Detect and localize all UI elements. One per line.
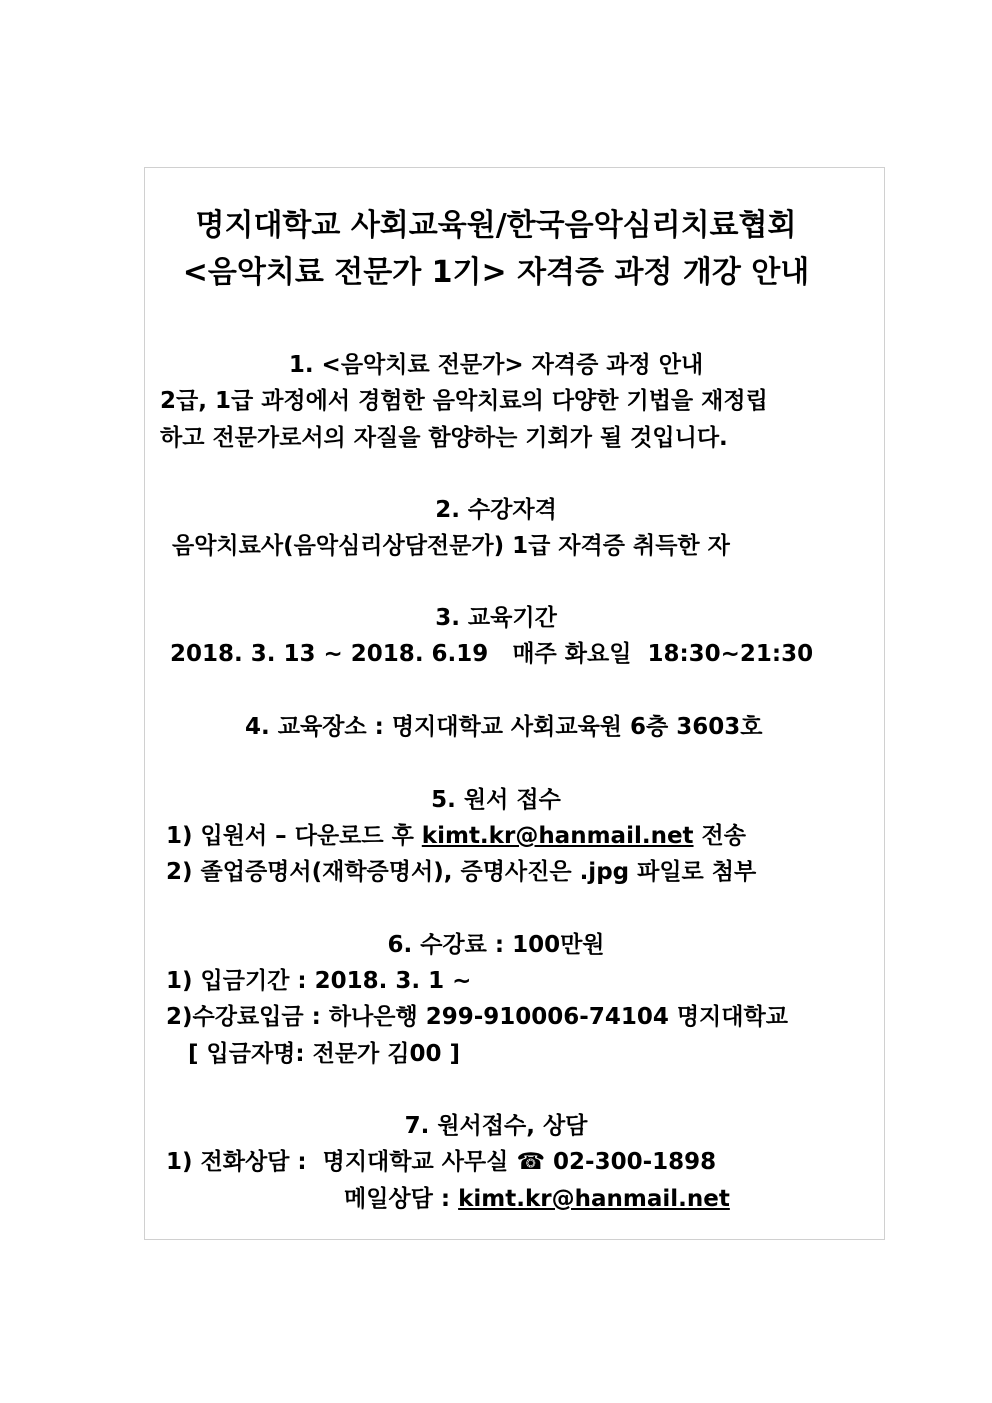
notice-box	[144, 167, 885, 1240]
section-7-line1: 1) 전화상담 : 명지대학교 사무실 ☎ 02-300-1898	[166, 1149, 717, 1175]
section-6-line2: 2)수강료입금 : 하나은행 299-910006-74104 명지대학교	[166, 1004, 788, 1030]
email-link[interactable]: kimt.kr@hanmail.net	[458, 1186, 730, 1212]
section-6-line3: [ 입금자명: 전문가 김00 ]	[188, 1041, 461, 1067]
section-2-line1: 음악치료사(음악심리상담전문가) 1급 자격증 취득한 자	[172, 533, 730, 559]
page-title-line1: 명지대학교 사회교육원/한국음악심리치료협회	[195, 208, 797, 243]
section-1-heading: 1. <음악치료 전문가> 자격증 과정 안내	[288, 352, 704, 378]
section-2-heading: 2. 수강자격	[435, 497, 557, 523]
section-4-heading: 4. 교육장소 : 명지대학교 사회교육원 6층 3603호	[245, 714, 763, 740]
section-6-line1: 1) 입금기간 : 2018. 3. 1 ~	[166, 968, 472, 994]
section-5-line1	[166, 825, 746, 848]
section-5-heading: 5. 원서 접수	[431, 787, 561, 813]
section-5-line2: 2) 졸업증명서(재학증명서), 증명사진은 .jpg 파일로 첨부	[166, 859, 757, 885]
section-1-line2: 하고 전문가로서의 자질을 함양하는 기회가 될 것입니다.	[160, 425, 728, 451]
section-7-line2	[344, 1188, 730, 1211]
section-3-heading: 3. 교육기간	[435, 605, 557, 631]
section-6-heading: 6. 수강료 : 100만원	[387, 932, 605, 958]
section-1-line1: 2급, 1급 과정에서 경험한 음악치료의 다양한 기법을 재정립	[160, 388, 768, 414]
section-7-heading: 7. 원서접수, 상담	[404, 1113, 588, 1139]
section-5-line1-suffix: 전송	[693, 823, 746, 849]
section-7-line2-prefix: 메일상담 :	[344, 1186, 459, 1212]
section-5-line1-prefix: 1) 입원서 – 다운로드 후	[166, 823, 422, 849]
email-link[interactable]: kimt.kr@hanmail.net	[421, 823, 694, 849]
section-3-line1: 2018. 3. 13 ~ 2018. 6.19 매주 화요일 18:30~21:30	[170, 641, 814, 667]
page-title-line2: <음악치료 전문가 1기> 자격증 과정 개강 안내	[182, 255, 810, 290]
